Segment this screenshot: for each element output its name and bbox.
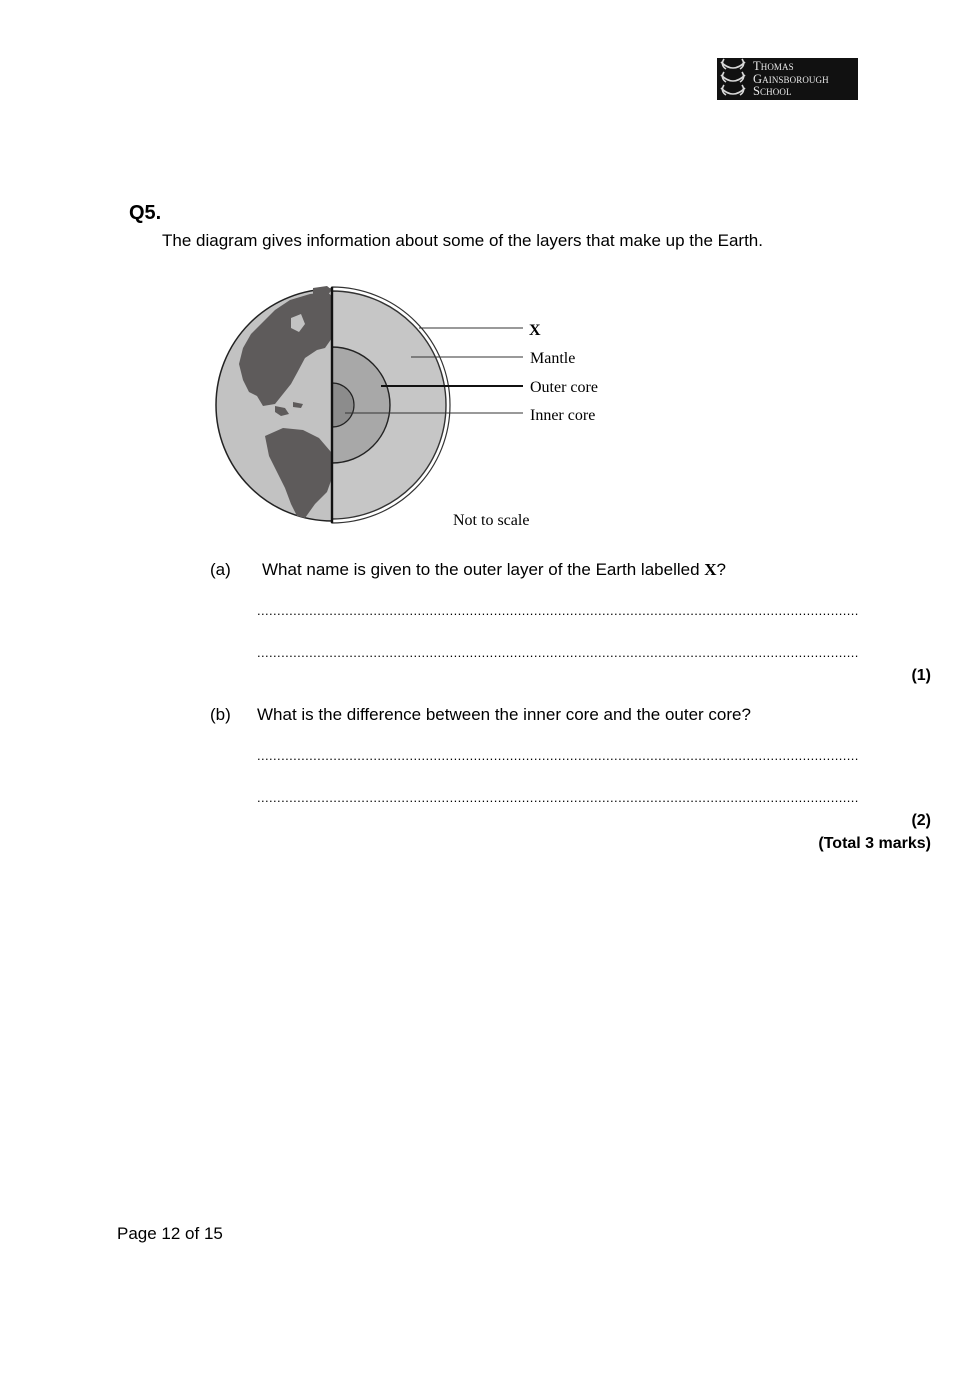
logo-line-1: Thomas <box>753 59 794 74</box>
answer-line-b1[interactable]: ...................................................................................................................................................... <box>257 749 859 763</box>
answer-line-b2[interactable]: ...................................................................................................................................................... <box>257 791 859 805</box>
total-marks: (Total 3 marks) <box>818 835 931 852</box>
not-to-scale-note: Not to scale <box>453 512 530 529</box>
leaf-emblem-icon <box>717 58 751 100</box>
part-a-x: X <box>704 560 717 579</box>
question-number: Q5. <box>129 202 162 224</box>
question-intro: The diagram gives information about some of the layers that make up the Earth. <box>162 231 763 250</box>
earth-layers-diagram <box>205 278 625 538</box>
part-b-question: What is the difference between the inner core and the outer core? <box>257 705 751 724</box>
logo-line-2: Gainsborough <box>753 71 829 86</box>
logo-text <box>753 60 829 98</box>
cross-section-half <box>332 287 450 523</box>
label-x: X <box>529 322 541 339</box>
marks-a: (1) <box>911 667 931 684</box>
answer-line-a1[interactable]: ...................................................................................................................................................... <box>257 604 859 618</box>
page-number: Page 12 of 15 <box>117 1224 223 1243</box>
part-a-text: What name is given to the outer layer of the Earth labelled <box>262 560 705 579</box>
globe-half <box>216 286 332 521</box>
label-inner-core: Inner core <box>530 407 596 424</box>
part-a-qmark: ? <box>716 560 726 579</box>
part-a-question <box>262 560 726 580</box>
answer-line-a2[interactable]: ...................................................................................................................................................... <box>257 646 859 660</box>
school-logo <box>717 58 858 100</box>
part-a-letter: (a) <box>210 560 231 579</box>
marks-b: (2) <box>911 812 931 829</box>
part-b-letter: (b) <box>210 705 231 724</box>
logo-line-3: School <box>753 84 792 99</box>
label-mantle: Mantle <box>530 350 576 367</box>
label-outer-core: Outer core <box>530 379 598 396</box>
